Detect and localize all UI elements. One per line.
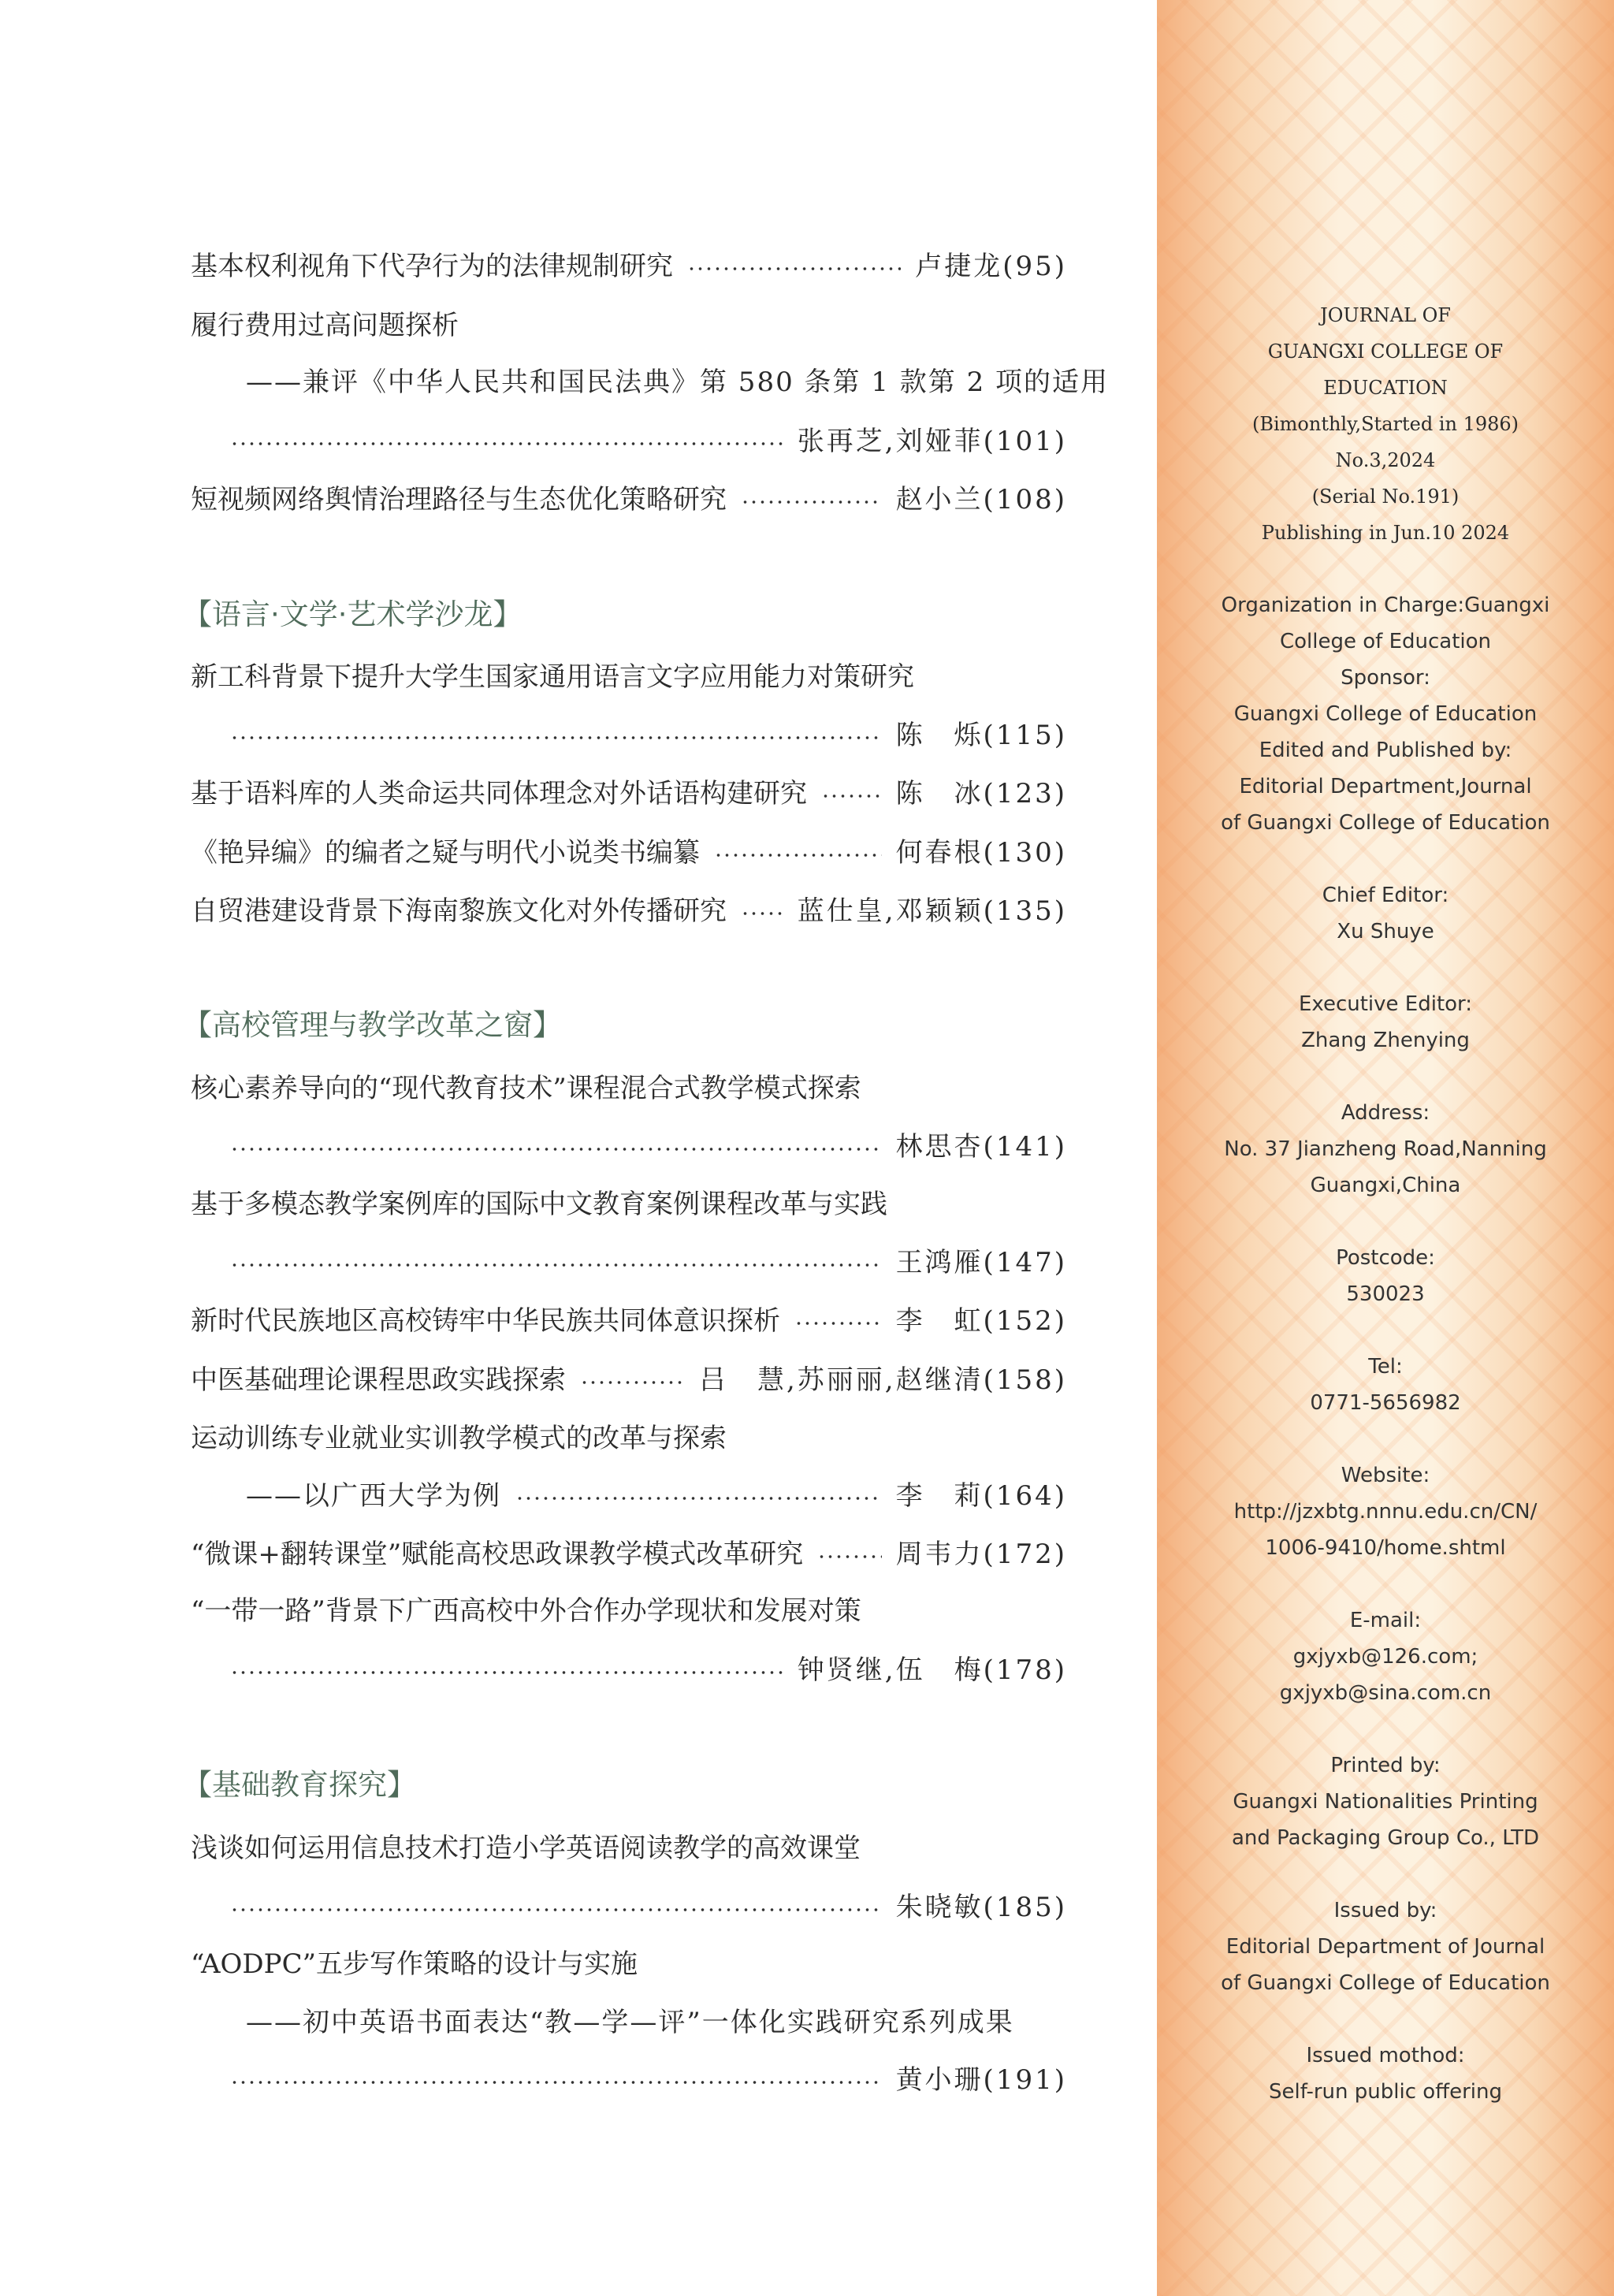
dot-leader [230,735,882,740]
article-title: 运动训练专业就业实训教学模式的改革与探索 [191,1422,727,1454]
journal-info-line: Guangxi,China [1310,1174,1461,1197]
author-page: 李 莉(164) [895,1479,1067,1512]
journal-info-line [1157,2001,1614,2037]
toc-entry[interactable] [191,767,1067,814]
journal-info-line: College of Education [1279,630,1492,653]
journal-info-line: gxjyxb@126.com; [1292,1645,1478,1669]
journal-info-line [1157,841,1614,877]
dot-leader [230,2080,882,2085]
journal-info-line: of Guangxi College of Education [1221,1971,1550,1995]
journal-info-line: Guangxi College of Education [1233,702,1538,726]
journal-info-line: GUANGXI COLLEGE OF [1267,340,1504,363]
author-page: 李 虹(152) [895,1304,1067,1337]
toc-entry[interactable] [191,650,1067,698]
author-page: 陈 冰(123) [895,777,1067,809]
article-title: 新时代民族地区高校铸牢中华民族共同体意识探析 [191,1304,780,1337]
dot-leader [714,853,882,858]
article-title: 基于多模态教学案例库的国际中文教育案例课程改革与实践 [191,1188,887,1220]
journal-info-line: http://jzxbtg.nnnu.edu.cn/CN/ [1233,1500,1538,1524]
author-page: 王鸿雁(147) [895,1246,1067,1278]
toc-entry[interactable] [191,884,1067,932]
journal-info-line: Website: [1341,1464,1430,1487]
toc-entry[interactable] [191,1881,1067,1928]
journal-info-line [1157,1204,1614,1240]
journal-info-line: Editorial Department,Journal [1239,775,1532,798]
journal-info-line [1157,1059,1614,1095]
article-subtitle: ——兼评《中华人民共和国民法典》第 580 条第 1 款第 2 项的适用 [246,366,1110,398]
journal-info-line: Zhang Zhenying [1301,1029,1470,1052]
journal-info-line: Editorial Department of Journal [1225,1935,1545,1959]
article-title: 自贸港建设背景下海南黎族文化对外传播研究 [191,895,727,927]
toc-entry[interactable] [191,1178,1067,1225]
article-title: 新工科背景下提升大学生国家通用语言文字应用能力对策研究 [191,661,914,693]
toc-entry[interactable] [191,1643,1067,1691]
author-page: 卢捷龙(95) [915,250,1067,282]
section-heading: 【基础教育探究】 [183,1768,416,1802]
dot-leader [230,1147,882,1152]
article-title: 浅谈如何运用信息技术打造小学英语阅读教学的高效课堂 [191,1832,861,1864]
journal-info-line: Publishing in Jun.10 2024 [1261,522,1510,544]
journal-info-line: JOURNAL OF [1320,304,1451,326]
author-page: 何春根(130) [895,836,1067,869]
article-title: “AODPC”五步写作策略的设计与实施 [191,1948,638,1980]
journal-info-line: Sponsor: [1341,666,1430,690]
journal-info-line: 1006-9410/home.shtml [1265,1536,1506,1560]
journal-info-line: Xu Shuye [1337,920,1434,943]
journal-info-line [1157,1421,1614,1457]
journal-info-line: Postcode: [1336,1246,1435,1270]
toc-entry[interactable] [191,1120,1067,1167]
author-page: 林思杏(141) [895,1130,1067,1163]
journal-info-line: No. 37 Jianzheng Road,Nanning [1224,1137,1547,1161]
journal-info-line: (Serial No.191) [1311,486,1460,508]
dot-leader [687,266,901,271]
journal-info-line: Issued by: [1333,1899,1437,1922]
journal-info-line: Edited and Published by: [1259,739,1512,762]
article-title: 基于语料库的人类命运共同体理念对外话语构建研究 [191,777,807,809]
journal-info-line [1157,1312,1614,1349]
journal-info-text [1157,297,1614,2110]
journal-info-line: EDUCATION [1323,377,1448,399]
toc-entry[interactable] [191,1937,1067,1985]
toc-entry[interactable] [191,1996,1067,2043]
journal-info-line: Executive Editor: [1298,992,1473,1016]
journal-info-line [1157,1856,1614,1892]
toc-entry[interactable] [191,299,1067,346]
journal-info-line: Issued mothod: [1306,2044,1465,2067]
article-subtitle: ——初中英语书面表达“教—学—评”一体化实践研究系列成果 [246,2006,1014,2038]
journal-info-sidebar [1157,0,1614,2296]
toc-entry[interactable] [191,415,1067,462]
toc-entry[interactable] [191,826,1067,873]
journal-info-line [1157,1711,1614,1747]
dot-leader [230,441,783,446]
dot-leader [821,794,882,798]
journal-info-line [1157,1566,1614,1602]
toc-entry[interactable] [191,2053,1067,2101]
journal-info-line [1157,551,1614,587]
toc-entry[interactable] [191,1469,1067,1516]
toc-entry[interactable] [191,1822,1067,1869]
toc-entry[interactable] [191,709,1067,756]
author-page: 黄小珊(191) [895,2063,1067,2096]
journal-info-line: and Packaging Group Co., LTD [1231,1826,1540,1850]
journal-info-line: Tel: [1368,1355,1403,1379]
toc-entry[interactable] [191,1353,1067,1401]
dot-leader [741,911,783,916]
toc-entry[interactable] [191,1584,1067,1632]
author-page: 张再芝,刘娅菲(101) [797,425,1067,457]
article-title: 履行费用过高问题探析 [191,309,459,341]
dot-leader [230,1907,882,1912]
section-heading: 【语言·文学·艺术学沙龙】 [183,597,523,631]
author-page: 吕 慧,苏丽丽,赵继清(158) [698,1364,1067,1396]
toc-entry[interactable] [191,1236,1067,1283]
article-subtitle: ——以广西大学为例 [246,1479,501,1512]
journal-info-line: of Guangxi College of Education [1221,811,1550,835]
article-title: 基本权利视角下代孕行为的法律规制研究 [191,250,673,282]
toc-entry[interactable] [191,1412,1067,1459]
dot-leader [794,1321,882,1326]
journal-info-line: Address: [1341,1101,1430,1125]
author-page: 周韦力(172) [895,1538,1067,1570]
journal-info-line: 530023 [1346,1282,1425,1306]
article-title: 中医基础理论课程思政实践探索 [191,1364,566,1396]
toc-entry[interactable] [191,355,1110,403]
author-page: 朱晓敏(185) [895,1891,1067,1923]
toc-entry[interactable] [191,240,1067,287]
dot-leader [515,1496,882,1501]
journal-info-line [1157,950,1614,986]
journal-info-line: Guangxi Nationalities Printing [1233,1790,1538,1814]
author-page: 钟贤继,伍 梅(178) [797,1654,1067,1686]
article-title: 核心素养导向的“现代教育技术”课程混合式教学模式探索 [191,1072,861,1104]
journal-info-line: Printed by: [1330,1754,1441,1777]
toc-entry[interactable] [191,1294,1067,1342]
article-title: 《艳异编》的编者之疑与明代小说类书编纂 [191,836,700,869]
dot-leader [741,500,882,504]
dot-leader [580,1380,685,1385]
journal-info-line: Organization in Charge:Guangxi [1221,594,1550,617]
journal-info-line: (Bimonthly,Started in 1986) [1251,413,1519,435]
journal-info-line: E-mail: [1349,1609,1422,1632]
journal-info-line: No.3,2024 [1335,449,1436,471]
article-title: “一带一路”背景下广西高校中外合作办学现状和发展对策 [191,1595,861,1627]
article-title: “微课+翻转课堂”赋能高校思政课教学模式改革研究 [191,1538,804,1570]
journal-info-line: Self-run public offering [1269,2080,1502,2104]
journal-info-line: Chief Editor: [1322,884,1449,907]
dot-leader [817,1554,881,1559]
toc-entry[interactable] [191,1528,1067,1575]
author-page: 蓝仕皇,邓颖颖(135) [797,895,1067,927]
dot-leader [230,1670,783,1675]
section-heading: 【高校管理与教学改革之窗】 [183,1008,562,1042]
article-title: 短视频网络舆情治理路径与生态优化策略研究 [191,483,727,515]
toc-entry[interactable] [191,473,1067,520]
author-page: 陈 烁(115) [895,719,1067,751]
dot-leader [230,1263,882,1267]
journal-info-line: 0771-5656982 [1310,1391,1461,1415]
toc-entry[interactable] [191,1062,1067,1109]
journal-info-line: gxjyxb@sina.com.cn [1279,1681,1492,1705]
author-page: 赵小兰(108) [895,483,1067,515]
